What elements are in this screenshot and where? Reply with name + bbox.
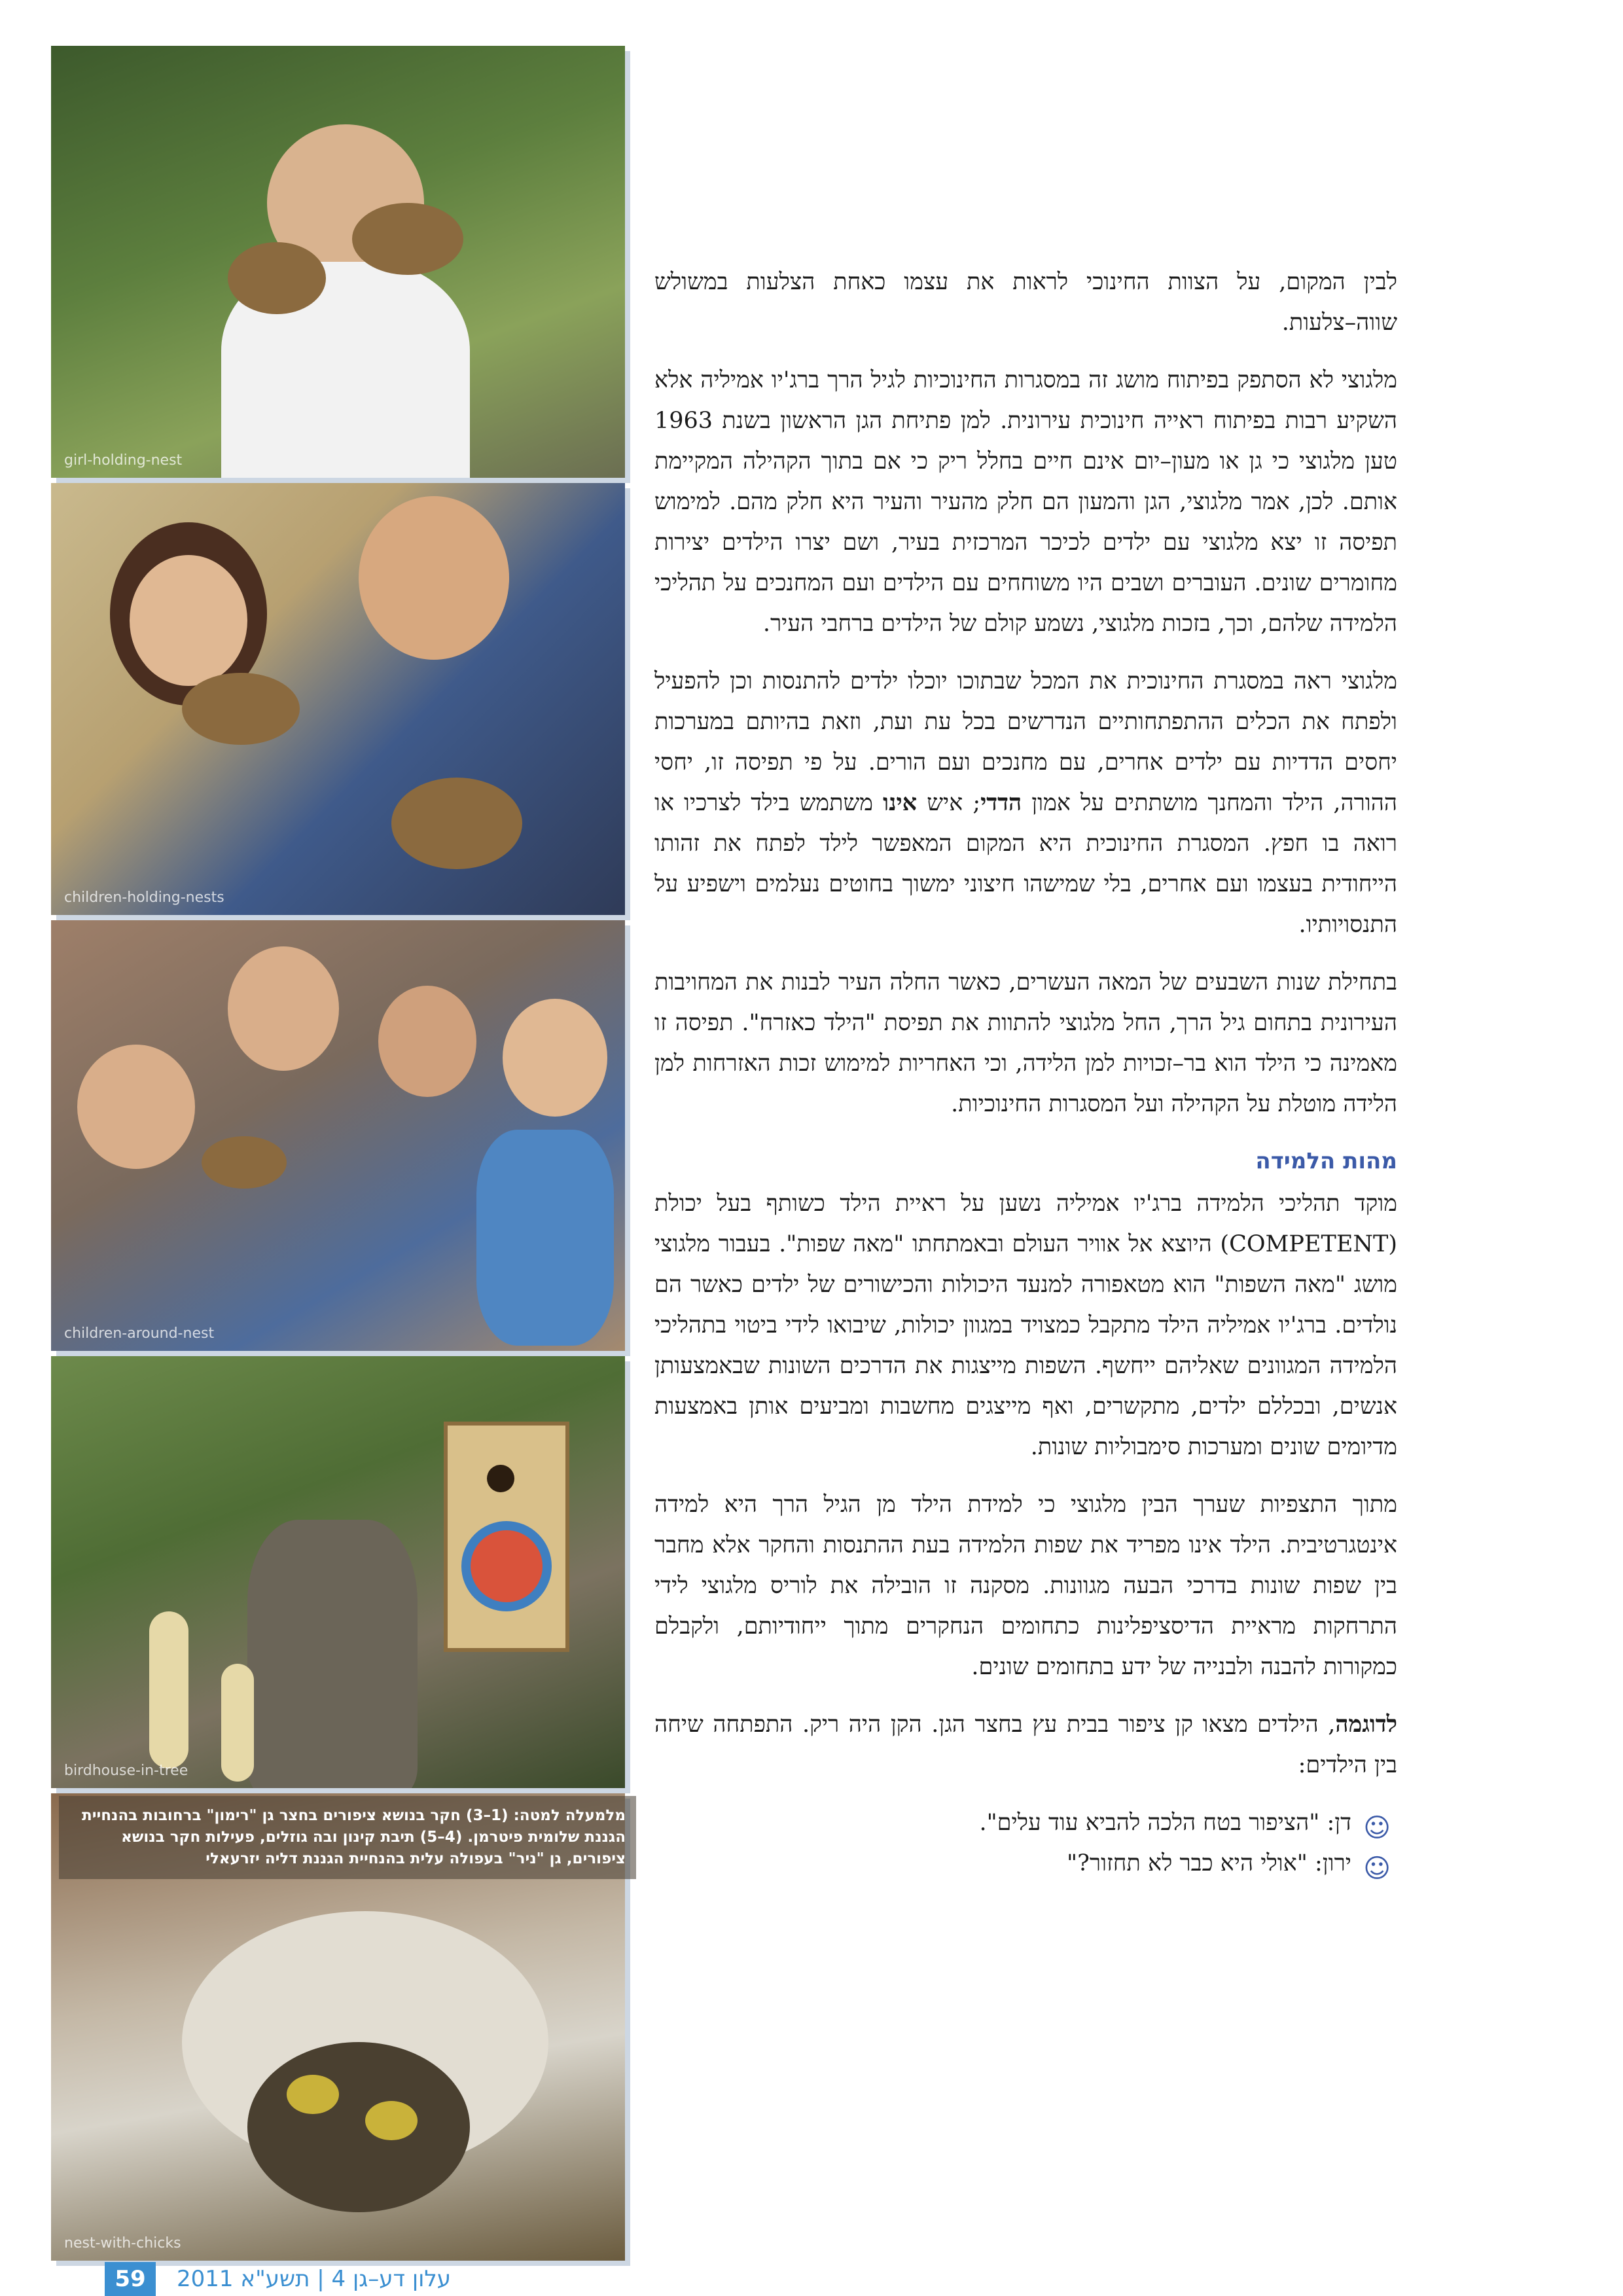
birdhouse-hole — [487, 1465, 514, 1492]
birdhouse — [444, 1422, 569, 1652]
child-face-shape — [130, 555, 247, 686]
bold-text: לדוגמה — [1335, 1711, 1397, 1738]
dialog-text: דן: "הציפור בטח הלכה להביא עוד עלים". — [979, 1810, 1351, 1836]
photo-girl-with-nest — [51, 46, 625, 478]
smiley-icon: ☺ — [1363, 1854, 1391, 1884]
paragraph — [654, 1704, 1397, 1785]
flower-painting — [471, 1530, 543, 1602]
nest-shape — [391, 778, 522, 869]
photo-children-circle — [51, 920, 625, 1351]
nest-shape — [228, 242, 326, 314]
photo-caption: מלמעלה למטה: (1–3) חקר בנושא ציפורים בחצר גן "רימון" ברחובות בהנחיית הגננת שלומית פיטרמן. (4–5) תיבת קינון ובה גוזלים, פעילות חקר בנושא ציפורים, גן "ניר" בעפולה עלית בהנחיית הגננת דליה יזרעאלי — [59, 1796, 636, 1879]
photo-alt-label: children-holding-nests — [64, 889, 224, 906]
dialog-list — [654, 1803, 1397, 1884]
text-run: , הילדים מצאו קן ציפור בבית עץ בחצר הגן. הקן היה ריק. התפתחה שיחה בין הילדים: — [654, 1712, 1397, 1778]
nest-shape — [202, 1136, 287, 1189]
dialog-line — [654, 1803, 1397, 1843]
article-body — [654, 262, 1397, 1884]
child-face-shape — [378, 986, 476, 1097]
section-heading: מהות הלמידה — [1255, 1148, 1397, 1174]
smiley-icon: ☺ — [1363, 1813, 1391, 1843]
text-run: ; איש — [927, 790, 981, 816]
child-face-shape — [503, 999, 607, 1117]
page-number: 59 — [105, 2262, 156, 2296]
journal-footer: עלון דע–גן 4 | תשע"א 2011 — [177, 2266, 452, 2292]
photo-children-with-nests — [51, 483, 625, 915]
dialog-line — [654, 1843, 1397, 1884]
child-face-shape — [228, 946, 339, 1071]
bold-text: הדדי — [980, 789, 1022, 816]
peanut-string-shape — [221, 1664, 254, 1782]
photo-alt-label: nest-with-chicks — [64, 2235, 181, 2251]
chick-beak-shape — [287, 2075, 339, 2114]
paragraph: בתחילת שנות השבעים של המאה העשרים, כאשר החלה העיר לבנות את המחויבות העירונית בתחום גיל הרך, החל מלגוצי להתוות את תפיסת "הילד כאזרח". תפיסה זו מאמינה כי הילד הוא בר–זכויות למן הלידה, וכי האחריות למימוש זכות האזרחות למן הלידה מוטלת על הקהילה ועל המסגרות החינוכיות. — [654, 969, 1397, 1117]
photo-alt-label: girl-holding-nest — [64, 452, 183, 469]
child-face-shape — [77, 1045, 195, 1169]
text-run: משתמש בילד לצרכיו או רואה בו חפץ. המסגרת החינוכית היא המקום המאפשר לילד לפתח את זהותו הייחודית בעצמו ועם אחרים, בלי שמישהו חיצוני ימשוך בחוטים נעלמים וישפיע על התנסויותיו. — [654, 790, 1397, 938]
paragraph: מוקד תהליכי הלמידה ברג'יו אמיליה נשען על ראיית הילד כשותף בעל יכולת (COMPETENT) היוצא אל אוויר העולם ובאמתחתו "מאה שפות". בעבור מלגוצי מושג "מאה השפות" הוא מטאפורה למנעד היכולות והכישורים של ילדים כאשר הם נולדים. ברג'יו אמיליה הילד מתקבל כמצויד במגוון יכולות, שיבואו לידי ביטוי בתהליכי הלמידה המגוונים שאליהם ייחשף. השפות מייצגות את הדרכים השונות שבאמצעותן אנשים, ובכללם ילדים, מתקשרים, ואף מייצגים מחשבות ומביעים אותן באמצעות מדיומים שונים ומערכות סימבוליות שונות. — [654, 1191, 1397, 1460]
photo-alt-label: birdhouse-in-tree — [64, 1763, 188, 1779]
text-run: מלגוצי ראה במסגרת החינוכית את המכל שבתוכו יוכלו ילדים להתנסות וכן להפעיל ולפתח את הכלים ההתפתחותיים הנדרשים בכל עת ועת, וזאת בהיותם במערכות יחסים הדדיות עם ילדים אחרים, עם מחנכים ועם הורים. על פי תפיסה זו, יחסי ההורה, הילד והמחנך מושתתים על אמון — [654, 668, 1397, 816]
nest-shape — [182, 673, 300, 745]
nest-shape — [352, 203, 463, 275]
paragraph — [654, 661, 1397, 945]
paragraph: מלגוצי לא הסתפק בפיתוח מושג זה במסגרות החינוכיות לגיל הרך ברג'יו אמיליה אלא השקיע רבות בפיתוח ראייה חינוכית עירונית. למן פתיחת הגן הראשון בשנת 1963 טען מלגוצי כי גן או מעון–יום אינם חיים בחלל ריק כי אם בתוך הקהילה המקיימת אותם. לכן, אמר מלגוצי, הגן והמעון הם חלק מהעיר והעיר היא חלק מהם. למימוש תפיסה זו יצא מלגוצי עם ילדים לכיכר המרכזית בעיר, ושם יצרו הילדים יצירות מחומרים שונים. העוברים ושבים היו משוחחים עם הילדים ועם המחנכים על תהליכי הלמידה שלהם, וכך, בזכות מלגוצי, נשמע קולם של הילדים ברחבי העיר. — [654, 367, 1397, 637]
tree-trunk-shape — [247, 1520, 418, 1788]
photo-alt-label: children-around-nest — [64, 1325, 215, 1342]
bold-text: אינו — [883, 789, 918, 816]
dress-shape — [476, 1130, 614, 1346]
peanut-string-shape — [149, 1611, 188, 1768]
paragraph: מתוך התצפיות שערך הבין מלגוצי כי למידת הילד מן הגיל הרך היא למידה אינטגרטיבית. הילד אינו מפריד את שפות הלמידה בעת ההתנסות והחקר אלא מחבר בין שפות שונות בדרכי הבעה מגוונות. מסקנה זו הובילה את לוריס מלגוצי לידי התרחקות מראיית הדיסציפלינות כתחומים הנחקרים מתוך ייחודיותם, ולקבלם כמקורות להבנה ולבנייה של ידע בתחומים שונים. — [654, 1492, 1397, 1680]
chick-beak-shape — [365, 2101, 418, 2140]
child-face-shape — [359, 496, 509, 660]
paragraph: לבין המקום, על הצוות החינוכי לראות את עצמו כאחת הצלעות במשולש שווה–צלעות. — [654, 269, 1397, 336]
dialog-text: ירון: "אולי היא כבר לא תחזור?" — [1067, 1850, 1351, 1876]
photo-birdhouse-tree — [51, 1356, 625, 1788]
chicks-shape — [247, 2042, 470, 2212]
